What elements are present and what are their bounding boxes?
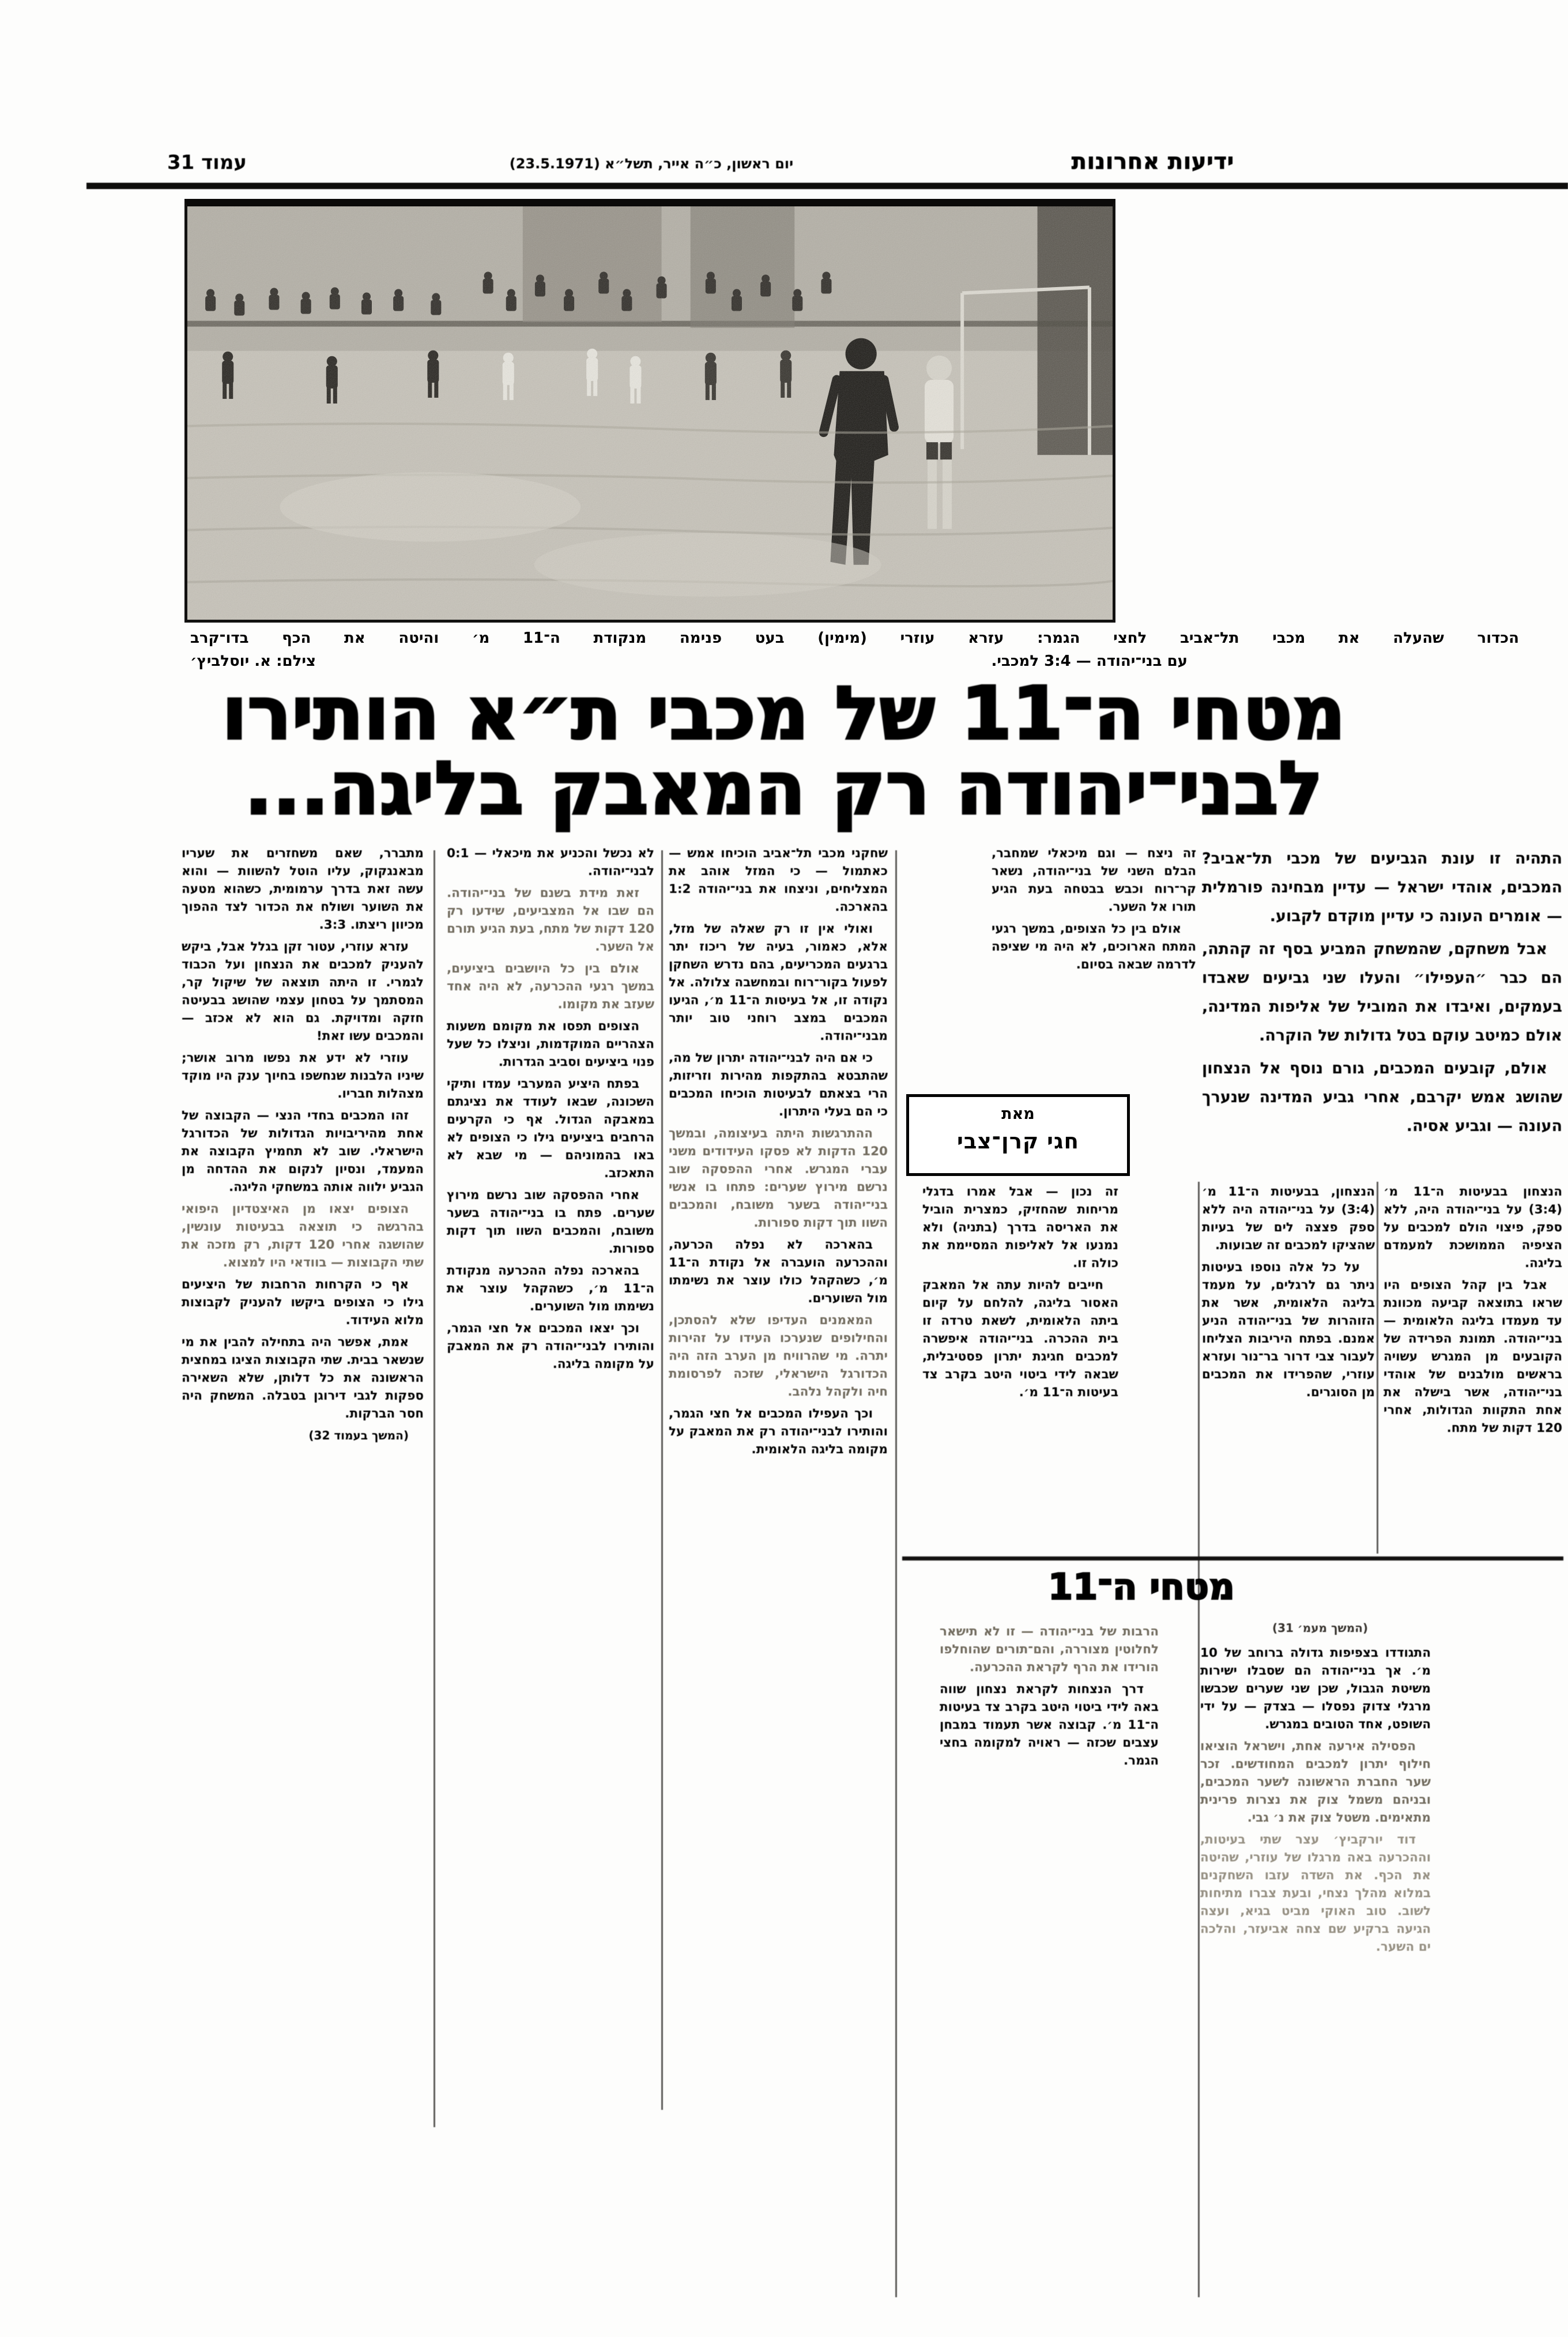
l3-p4: זהו המכבים בחדי הנצי — הקבוצה של אחת מהיריבויות הגדולות של הכדורגל הישראלי. שוב לא תחמיץ הקבוצה את המעמד, ונסיון לנקום את ההדחה מן הגביע ילווה אותה במשחקי הליגה. [182,1109,424,1194]
r3b-p2: חייבים להיות עתה אל המאבק האסור בליגה, להלחם על קיום ביתה הלאומית, לשאת טרדה זו בית ההכרה. בני־יהודה איפשרה למכבים חגיגת יתרון פסטיבלית, שבאה לידי ביטוי היטב בקרב צד בעיטות ה־11 מ׳. [922,1278,1118,1400]
photo-grain [187,206,1113,620]
br2-p1: הרבות של בני־יהודה — זו לא תישאר לחלוטין מצוררה, והם־תורים שהוחלפו הורידו את הרף לקראת ההכרעה. [940,1624,1159,1675]
l2-p5: בפתח היציע המערבי עמדו ותיקי השכונה, שבאו לעודד את נציגתם במאבקה הגדול. אף כי הקרעים הרחבים ביציעים גילו כי הצופים לא באו בהמוניהם — מי שבא לא התאכזב. [447,1077,654,1181]
r3a-p1: זה ניצח — וגם מיכאלי שמחבר, הבלם השני של בני־יהודה, נשאר קר־רוח וכבש בבטחה בעת הגיע תורו אל השער. [992,846,1196,914]
continuation-note: (המשך מעמ׳ 31) [1272,1621,1369,1635]
l2-p4: הצופים תפסו את מקומם משעות הצהריים המוקדמות, וניצלו כל שעל פנוי ביציעים וסביב הגדרות. [447,1019,654,1069]
l3-p7: אמת, אפשר היה בתחילה להבין את מי שנשאר בבית. שתי הקבוצות הציגו במחצית הראשונה את כל דלותן, שלא השאירה ספקות לגבי דירוגן בטבלה. המשחק היה חסר הברקות. [182,1335,424,1421]
br1-p3: דוד יורקביץ׳ עצר שתי בעיטות, וההכרעה באה מרגלו של עוזרי, שהיטה את הכף. את השדה עזבו השחקנים במלוא מהלך נצחי, ובעת צברו מתיחות לשוב. טוב האוקי מביט בגיא, ועצה הגיעה ברקיע שם צחה אביעזר, והלכה ים השער. [1200,1833,1431,1954]
r1-p2: אבל בין קהל הצופים היו שראו בתוצאה קביעה מכוונת עד מעמדו בליגה הלאומית — בני־יהודה. תמונת הפרידה של הקובעים מן המגרש עשויה בראשים מולבנים של אוהדי בני־יהודה, אשר בישלה את אחת התקוות הגדולות, אחרי 120 דקות של מתח. [1384,1278,1562,1435]
header-rule [86,183,1568,189]
l3-p5: הצופים יצאו מן האיצטדיון היפואי בהרגשה כי תוצאה בבעיטות עונשין, שהושגה אחרי 120 דקות, רק מזכה את שתי הקבוצות — בוודאי היו למצוא. [182,1202,424,1270]
byline-name: חגי קרן־צבי [957,1129,1079,1154]
column-rule [661,850,663,2110]
r2-p1: הנצחון, בבעיטות ה־11 מ׳ (3:4) על בני־יהודה היה ללא ספק פצצה לים של בעיות שהציקו למכבים זה שבועות. [1202,1185,1375,1253]
subhead-rule [902,1556,1563,1560]
headline-line2: לבני־יהודה רק המאבק בליגה... [244,746,1324,831]
continued-on-page-note: (המשך בעמוד 32) [308,1428,409,1442]
l1-p5: בהארכה לא נפלה הכרעה, וההכרעה הועברה אל נקודת ה־11 מ׳, כשהקהל כולו עוצר את נשימתו מול השוערים. [669,1238,888,1306]
br2-p2: דרך הנצחות לקראת נצחון שווה באה לידי ביטוי היטב בקרב צד בעיטות ה־11 מ׳. קבוצה אשר תעמוד במבחן עצבים שכזה — ראויה למקומה בחצי הגמר. [940,1682,1159,1768]
l1-p6: המאמנים העדיפו שלא להסתכן, והחילופים שנערכו העידו על זהירות יתרה. מי שהרוויח מן הערב הזה היה הכדורגל הישראלי, שזכה לפרסומת חיה ולקהל נלהב. [669,1313,888,1399]
masthead-title: ידיעות אחרונות [1071,149,1235,174]
article-lead-paragraph [1202,845,1562,1178]
l1-p7: וכך העפילו המכבים אל חצי הגמר, והותירו לבני־יהודה רק את המאבק על מקומה בליגה הלאומית. [669,1407,888,1457]
article-column-r3-lower [922,1183,1118,1552]
r3b-p1: זה נכון — אבל אמרו בדגלי מריחות שהחזיק, כמצרית הוביל את האריסה בדרך (בתניה) ולא נמנעו אל לאליפות המסיימת את כולה זו. [922,1185,1118,1271]
photo-credit: צילם: א. יוסלביץ׳ [190,653,316,670]
r1-p1: הנצחון בבעיטות ה־11 מ׳ (3:4) על בני־יהודה היה, ללא ספק, פיצוי הולם למכבים על הציפיה הממושכת למעמדם בליגה. [1384,1185,1562,1271]
l2-p7: בהארכה נפלה ההכרעה מנקודת ה־11 מ׳, כשהקהל עוצר את נשימתו מול השוערים. [447,1264,654,1314]
match-photo [184,199,1115,623]
l3-p3: עוזרי לא ידע את נפשו מרוב אושר; שיניו הלבנות שנחשפו בחיוך ענק היו מוקד מצהלות חבריו. [182,1051,424,1101]
r3a-p2: אולם בין כל הצופים, במשך רגעי המתח הארוכים, לא היה מי שציפה לדרמה שבאה בסיום. [992,922,1196,972]
l1-p2: ואולי אין זו רק שאלה של מזל, אלא, כאמור, בעיה של ריכוז יתר ברגעים המכריעים, בהם נדרש השחקן לפעול בקור־רוח ובמחשבה צלולה. אל נקודה זו, אל בעיטות ה־11 מ׳, הגיעו המכבים במצב רוחני טוב יותר מבני־יהודה. [669,922,888,1043]
article-column-l3 [182,845,424,2142]
photo-caption-line1: הכדור שהעלה את מכבי תל־אביב לחצי הגמר: עזרא עוזרי (מימין) בעט פנימה מנקודת ה־11 מ׳ והיטה את הכף בדו־קרב [190,630,1519,647]
article-column-r1 [1384,1183,1562,1552]
column-rule [434,850,435,2127]
column-rule [895,850,897,2297]
article-column-br2 [940,1623,1159,2113]
article-column-l1 [669,845,888,2110]
l1-p1: שחקני מכבי תל־אביב הוכיחו אמש — כאתמול — כי המזל אוהב את המצליחים, וניצחו את בני־יהודה 1:2 בהארכה. [669,846,888,914]
l1-p4: ההתרגשות היתה בעיצומה, ובמשך 120 הדקות לא פסקו העידודים משני עברי המגרש. אחרי ההפסקה שוב נרשם מירוץ שערים: פתחו בו אנשי בני־יהודה בשער משובח, והמכבים השוו תוך דקות ספורות. [669,1126,888,1230]
l2-p6: אחרי ההפסקה שוב נרשם מירוץ שערים. פתח בו בני־יהודה בשער משובח, והמכבים השוו תוך דקות ספורות. [447,1188,654,1256]
article-column-br1 [1200,1644,1431,2301]
lead-p2: אבל משחקם, שהמשחק המביע בסף זה קהתה, הם כבר ״העפילו״ והעלו שני גביעים שאבדו בעמקים, ואיבדו את המוביל של אליפות המדינה, אולם כמיטב עוקם בטל גדולות של הוקרה. [1202,940,1562,1045]
r2-p2: על כל אלה נוספו בעיטות ניתר גם לרגלים, על מעמד בליגה הלאומית, אשר את הזוהרות של בני־יהודה הניע אמנם. בפתח היריבות הצליחו לעבור צבי דרור בר־נור ועזרא עוזרי, שהפרידו את המכבים מן הסוגרים. [1202,1260,1375,1400]
l1-p3: כי אם היה לבני־יהודה יתרון של מה, שהתבטא בהתקפות מהירות וזריזות, הרי בצאתם לבעיטות הוכיחו המכבים כי הם בעלי היתרון. [669,1051,888,1119]
headline-line1: מטחי ה־11 של מכבי ת״א הותירו [222,671,1346,756]
section-subhead: מטחי ה־11 [1047,1566,1235,1608]
article-column-r3-upper [992,845,1196,1090]
lead-p3: אולם, קובעים המכבים, גורם נוסף אל הנצחון שהושג אמש יקרבם, אחרי גביע המדינה שנערך העונה — וגביע אסיה. [1202,1060,1562,1135]
l2-p1: לא נכשל והכניע את מיכאלי — 0:1 לבני־יהודה. [447,846,654,879]
column-rule [1198,1182,1200,2297]
br1-p1: התגודדו בצפיפות גדולה ברוחב של 10 מ׳. אך בני־יהודה הם שסבלו ישירות משיטת הגבול, שכן שני שערים שכבשו מרגלי צדוק נפסלו — בצדק — על ידי השופט, אחד הטובים במגרש. [1200,1646,1431,1732]
l2-p3: אולם בין כל היושבים ביציעים, במשך רגעי ההכרעה, לא היה אחד שעזב את מקומו. [447,962,654,1012]
byline-box [906,1094,1130,1176]
photo-caption-score-line: עם בני־יהודה — 3:4 למכבי. [991,653,1188,670]
byline-prefix: מאת [1001,1105,1035,1123]
br1-p2: הפסילה אירעה אחת, וישראל הוציאו חילוף יתרון למכבים המחודשים. זכר שער החברת הראשונה לשער המכבים, ובניהם משמל צוק את נצרות פרינית מתאימים. משטל צוק את נ׳ גבי. [1200,1739,1431,1825]
lead-p1: התהיה זו עונת הגביעים של מכבי תל־אביב? המכבים, אוהדי ישראל — עדיין מבחינה פורמלית — אומרים העונה כי עדיין מוקדם לקבוע. [1202,850,1562,925]
article-column-l2 [447,845,654,2127]
l2-p8: וכך יצאו המכבים אל חצי הגמר, והותירו לבני־יהודה רק את המאבק על מקומה בליגה. [447,1321,654,1371]
article-column-r2 [1202,1183,1375,1552]
l3-p1: מתברר, שאם משחזרים את שעריו מבאנגקוק, עליו הוטל להשוות — והוא עשה זאת בדרך ערמומית, כשהוא מטעה את השוער ושולח את הכדור לצד ההפוך מכיוון ריצתו. 3:3. [182,846,424,932]
l3-p6: אף כי הקרחות הרחבות של היציעים גילו כי הצופים ביקשו להעניק לקבוצות מלוא העידוד. [182,1277,424,1328]
column-rule [1377,1182,1378,1554]
page-number-label: עמוד 31 [167,151,247,174]
l3-p2: עזרא עוזרי, עטור זקן בגלל אבל, ביקש להעניק למכבים את הנצחון ועל הכבוד לגמרי. זו היתה תוצאה של שיקול קר, המסתמך על בטחון עצמי שהושג בבעיטה חזקה ומדויקת. גם הוא לא אכזב — והמכבים עשו זאת! [182,940,424,1043]
edition-date: יום ראשון, כ״ה אייר, תשל״א (23.5.1971) [509,156,794,172]
l2-p2: זאת מידת בשנם של בני־יהודה. הם שבו אל המצביעים, שידעו רק 120 דקות של מתח, בעת הגיע תורם אל השער. [447,886,654,954]
match-photo-graphic [187,206,1113,620]
